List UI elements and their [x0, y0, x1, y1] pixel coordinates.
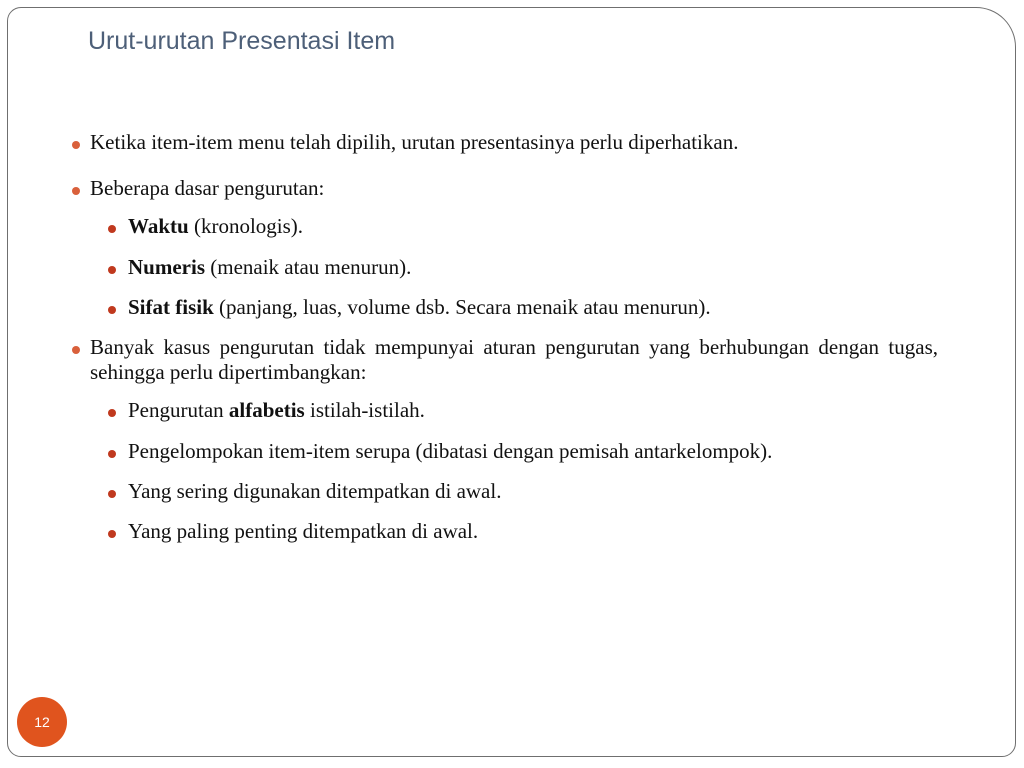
bullet-dot-icon: [108, 530, 116, 538]
bullet-dot-icon: [108, 225, 116, 233]
page-number: 12: [34, 714, 50, 730]
list-item: [70, 176, 938, 201]
list-item-text: Banyak kasus pengurutan tidak mempunyai aturan pengurutan yang berhubungan dengan tugas, sehingga perlu dipertimbangkan:: [90, 334, 938, 385]
bullet-dot-icon: [108, 450, 116, 458]
list-item-text: Beberapa dasar pengurutan:: [90, 176, 325, 201]
list-item-text: Pengurutan: [128, 398, 229, 423]
list-item-bold-text: Numeris: [128, 254, 205, 279]
list-item-text: Ketika item-item menu telah dipilih, urutan presentasinya perlu diperhatikan.: [90, 130, 739, 154]
bullet-list: [70, 130, 938, 544]
list-item-text: (menaik atau menurun).: [205, 254, 412, 279]
list-item-text: (panjang, luas, volume dsb. Secara menaik atau menurun).: [213, 294, 711, 319]
sub-list-item: [70, 295, 938, 320]
list-item-text: Pengelompokan item-item serupa (dibatasi dengan pemisah antarkelompok).: [128, 438, 773, 463]
bullet-dot-icon: [108, 490, 116, 498]
list-item-text: istilah-istilah.: [304, 398, 425, 423]
list-item-bold-text: alfabetis: [228, 398, 305, 423]
list-item-bold-text: Waktu: [128, 214, 189, 239]
list-item-bold-text: Sifat fisik: [128, 294, 214, 319]
sub-list-item: [70, 398, 938, 423]
bullet-dot-icon: [108, 306, 116, 314]
bullet-dot-icon: [108, 266, 116, 274]
list-item: [70, 335, 938, 385]
bullet-dot-icon: [72, 346, 80, 354]
slide-title: Urut-urutan Presentasi Item: [88, 27, 396, 55]
sub-list-item: [70, 479, 938, 504]
sub-list-item: [70, 255, 938, 280]
list-item-text: Yang sering digunakan ditempatkan di awal.: [128, 478, 502, 503]
bullet-dot-icon: [72, 187, 80, 195]
list-item-text: Yang paling penting ditempatkan di awal.: [128, 518, 479, 543]
sub-list-item: [70, 439, 938, 464]
page-number-badge: [17, 697, 67, 747]
list-item: [70, 130, 938, 155]
sub-list-item: [70, 519, 938, 544]
list-item-text: (kronologis).: [188, 214, 304, 239]
sub-list-item: [70, 214, 938, 239]
bullet-dot-icon: [108, 409, 116, 417]
bullet-dot-icon: [72, 141, 80, 149]
